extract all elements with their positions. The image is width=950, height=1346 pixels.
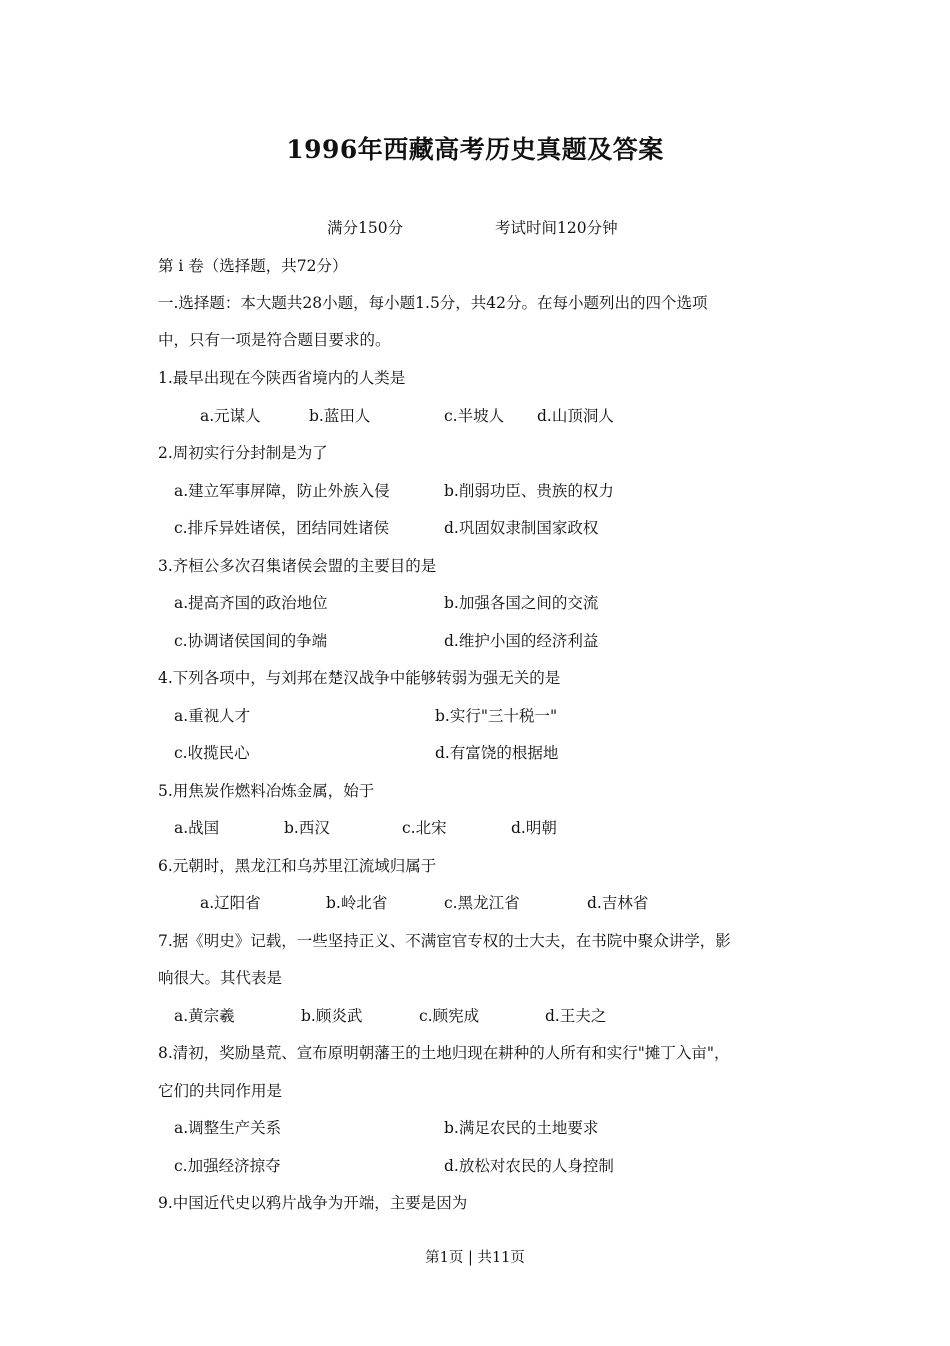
question-5-option-b: b.西汉 [284,819,330,837]
question-2-option-d: d.巩固奴隶制国家政权 [444,519,599,537]
full-score-label: 满分150分 [327,219,404,237]
question-6-option-d: d.吉林省 [587,894,649,912]
exam-time-label: 考试时间120分钟 [495,219,618,237]
question-4-stem: 4.下列各项中，与刘邦在楚汉战争中能够转弱为强无关的是 [158,669,561,687]
question-7-stem-line-1: 7.据《明史》记载，一些坚持正义、不满宦官专权的士大夫，在书院中聚众讲学，影 [158,932,731,950]
instruction-line-2: 中，只有一项是符合题目要求的。 [158,331,391,349]
instruction-line-1: 一.选择题：本大题共28小题，每小题1.5分，共42分。在每小题列出的四个选项 [158,294,708,312]
question-8-option-c: c.加强经济掠夺 [174,1157,281,1175]
question-4-option-d: d.有富饶的根据地 [435,744,559,762]
document-title: 1996年西藏高考历史真题及答案 [286,135,664,164]
question-6-option-b: b.岭北省 [326,894,388,912]
question-6-option-a: a.辽阳省 [200,894,261,912]
question-2-option-b: b.削弱功臣、贵族的权力 [444,482,614,500]
page-footer: 第1页 | 共11页 [425,1250,525,1266]
section-heading: 第 i 卷（选择题，共72分） [158,257,348,275]
question-8-stem-line-2: 它们的共同作用是 [158,1082,283,1100]
question-7-option-d: d.王夫之 [545,1007,607,1025]
question-8-stem-line-1: 8.清初，奖励垦荒、宣布原明朝藩王的土地归现在耕种的人所有和实行"摊丁入亩"， [158,1044,730,1062]
question-5-option-d: d.明朝 [511,819,557,837]
question-6-option-c: c.黑龙江省 [444,894,520,912]
question-1-option-b: b.蓝田人 [309,407,371,425]
question-8-option-b: b.满足农民的土地要求 [444,1119,599,1137]
question-3-option-c: c.协调诸侯国间的争端 [174,632,328,650]
question-3-option-a: a.提高齐国的政治地位 [174,594,328,612]
question-7-option-b: b.顾炎武 [301,1007,363,1025]
question-7-stem-line-2: 响很大。其代表是 [158,969,283,987]
question-7-option-c: c.顾宪成 [419,1007,480,1025]
question-5-option-c: c.北宋 [402,819,447,837]
question-2-option-c: c.排斥异姓诸侯，团结同姓诸侯 [174,519,390,537]
question-4-option-b: b.实行"三十税一" [435,707,558,725]
question-1-option-d: d.山顶洞人 [537,407,614,425]
question-3-option-b: b.加强各国之间的交流 [444,594,599,612]
question-8-option-a: a.调整生产关系 [174,1119,282,1137]
question-2-option-a: a.建立军事屏障，防止外族入侵 [174,482,390,500]
question-5-option-a: a.战国 [174,819,220,837]
question-9-stem: 9.中国近代史以鸦片战争为开端，主要是因为 [158,1194,468,1212]
question-3-option-d: d.维护小国的经济利益 [444,632,599,650]
question-4-option-c: c.收揽民心 [174,744,250,762]
question-1-option-a: a.元谋人 [200,407,261,425]
question-7-option-a: a.黄宗羲 [174,1007,235,1025]
question-2-stem: 2.周初实行分封制是为了 [158,444,328,462]
question-4-option-a: a.重视人才 [174,707,251,725]
question-8-option-d: d.放松对农民的人身控制 [444,1157,614,1175]
question-6-stem: 6.元朝时，黑龙江和乌苏里江流域归属于 [158,857,437,875]
question-3-stem: 3.齐桓公多次召集诸侯会盟的主要目的是 [158,557,437,575]
question-1-stem: 1.最早出现在今陕西省境内的人类是 [158,369,406,387]
question-5-stem: 5.用焦炭作燃料冶炼金属，始于 [158,782,375,800]
question-1-option-c: c.半坡人 [444,407,505,425]
